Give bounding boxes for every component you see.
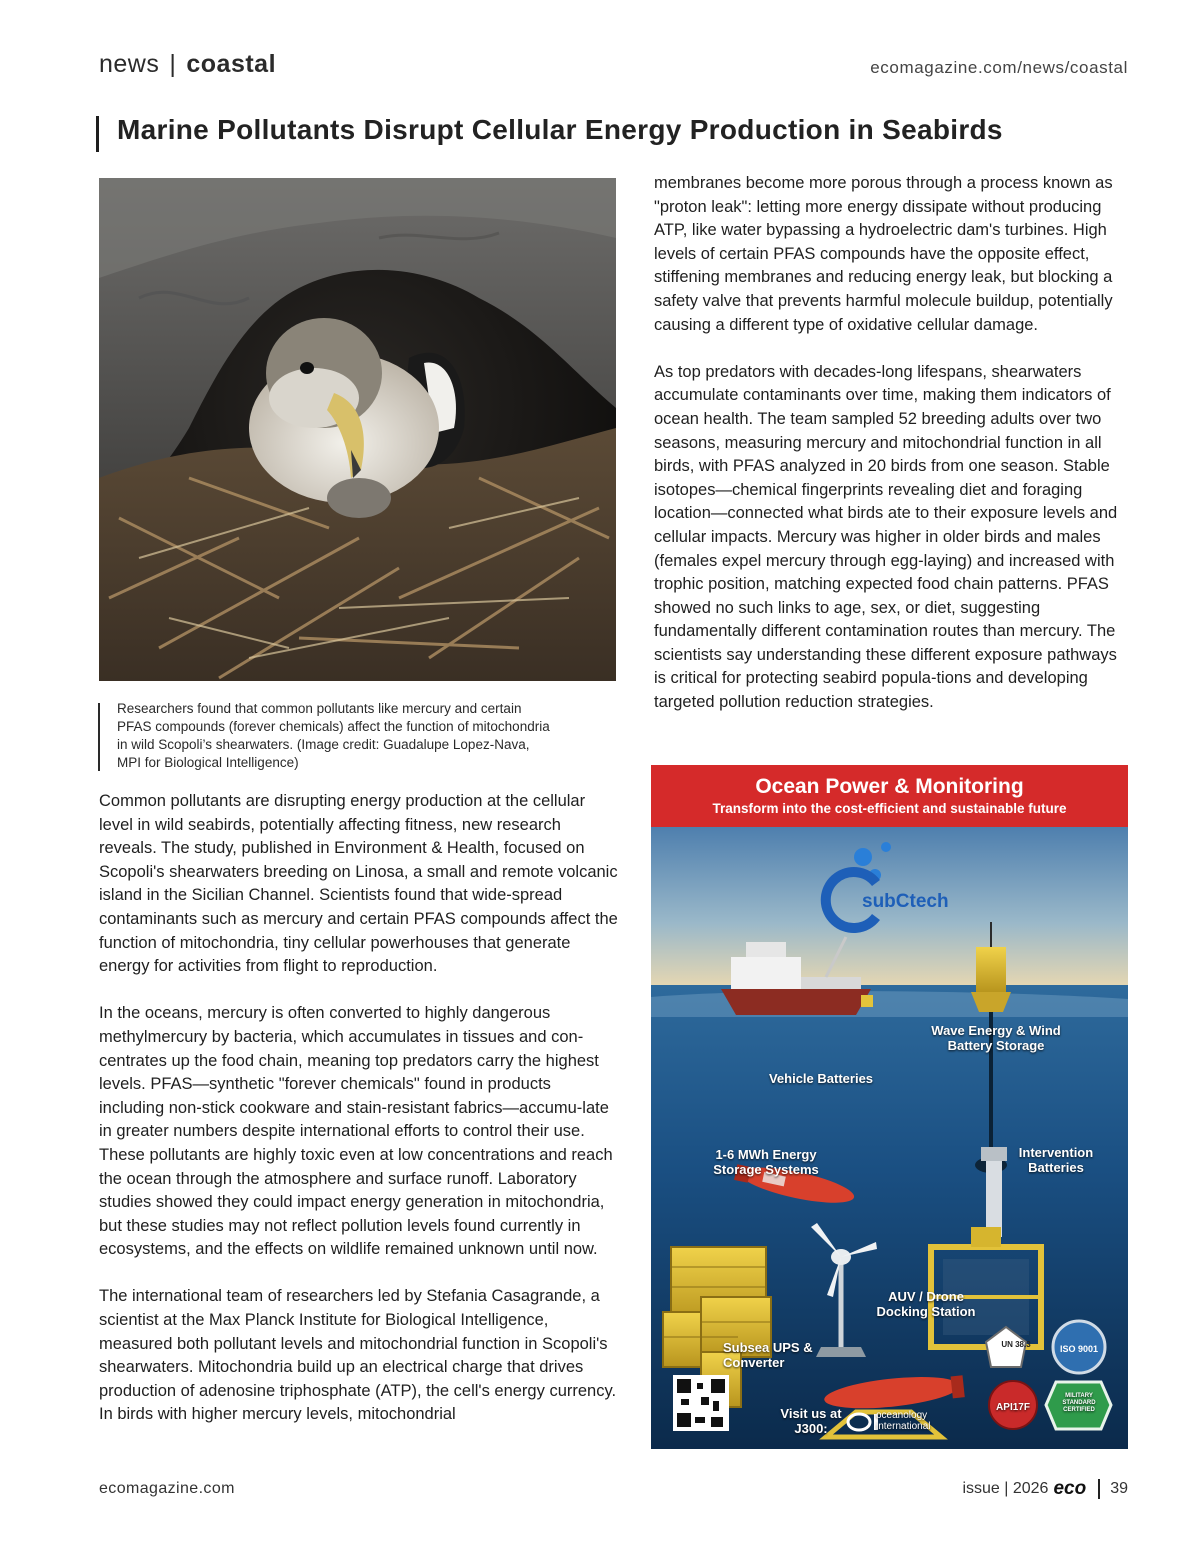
page-number: 39	[1110, 1480, 1128, 1497]
section-header	[99, 50, 276, 79]
ad-label-ups: Subsea UPS & Converter	[723, 1340, 813, 1370]
shearwater-photo	[99, 178, 616, 681]
title-accent-bar	[96, 116, 99, 152]
svg-text:subCtech: subCtech	[862, 891, 949, 912]
photo-caption: Researchers found that common pollutants like mercury and certain PFAS compounds (forever chemicals) affect the function of mitochondria in wild Scopoli’s shearwaters. (Image credit: Guadalupe Lopez-Nava, MPI for Biological Intelligence)	[117, 701, 550, 770]
ad-label-vehicle: Vehicle Batteries	[768, 1071, 874, 1086]
article-column-left	[99, 790, 619, 1451]
header-url[interactable]: ecomagazine.com/news/coastal	[870, 58, 1128, 77]
paragraph: Common pollutants are disrupting energy production at the cellular level in wild seabirds, potentially affecting fitness, new research reveals. The study, published in Environment & Health, focused on Scopoli's shearwaters breeding on Linosa, a small and remote volcanic island in the Sicilian Channel. Scientists found that wide-spread contaminants such as mercury and certain PFAS compounds affect the function of mitochondria, tiny cellular powerhouses that generate energy for activities from flight to reproduction.	[99, 792, 618, 976]
footer-issue-text: issue | 2026	[962, 1480, 1049, 1497]
paragraph: membranes become more porous through a process known as "proton leak": letting more energy dissipate without producing ATP, like water bypassing a hydroelectric dam's turbines. High levels of certain PFAS compounds have the opposite effect, stiffening membranes and reducing energy leak, but blocking a safety valve that prevents harmful molecule buildup, potentially causing a different type of oxidative cellular damage.	[654, 174, 1113, 334]
ad-label-intervention: Intervention Batteries	[1018, 1145, 1094, 1175]
ad-label-visit: Visit us at J300:	[780, 1406, 842, 1436]
article-column-right	[654, 172, 1130, 738]
caption-accent-bar	[98, 703, 100, 771]
ad-header	[651, 765, 1128, 827]
paragraph: The international team of researchers led by Stefania Casagrande, a scientist at the Max Planck Institute for Biological Intelligence, measured both pollutant levels and mitochondrial function in Scopoli's shearwaters. Mitochondria build up an electrical charge that drives production of adenosine triphosphate (ATP), the cell's energy currency. In birds with higher mercury levels, mitochondrial	[99, 1287, 617, 1424]
ad-label-oi: oceanology international	[876, 1410, 931, 1432]
badge-api: API17F	[996, 1402, 1030, 1413]
header-separator: |	[169, 50, 177, 78]
badge-iso: ISO 9001	[1059, 1344, 1099, 1354]
badge-un: UN 38.3	[1001, 1340, 1031, 1349]
paragraph: In the oceans, mercury is often converted to highly dangerous methylmercury by bacteria, which accumulates in tissues and con-centrates up the food chain, meaning top predators carry the highest levels. PFAS—synthetic "forever chemicals" found in products including non-stick cookware and stain-resistant fabrics—accumu-late in greater numbers despite international efforts to control their use. These pollutants are highly toxic even at low concentrations and reach the ocean through the atmosphere and surface runoff. Laboratory studies showed they could impact energy generation in mitochondria, but these studies may not reflect pollution levels found currently in ecosystems, and the effects on wildlife remained unknown until now.	[99, 1004, 613, 1259]
header-section: coastal	[186, 50, 277, 78]
paragraph: As top predators with decades-long lifespans, shearwaters accumulate contaminants over time, making them indicators of ocean health. The team sampled 52 breeding adults over two seasons, measuring mercury and mitochondrial function in all birds, with PFAS analyzed in 20 birds from one season. Stable isotopes—chemical fingerprints revealing diet and foraging location—connected what birds ate to their exposure levels and cellular impacts. Mercury was higher in older birds and males (females expel mercury through egg-laying) and increased with trophic position, matching expected food chain patterns. PFAS showed no such links to age, sex, or diet, suggesting fundamentally different contamination routes than mercury. The scientists say understanding these different exposure pathways is critical for protecting seabird popula-tions and developing targeted pollution reduction strategies.	[654, 362, 1118, 712]
header-category: news	[99, 50, 160, 78]
footer-brand-logo: eco	[1053, 1478, 1087, 1499]
footer-separator	[1098, 1479, 1100, 1499]
footer-site[interactable]: ecomagazine.com	[99, 1480, 235, 1497]
ad-label-docking: AUV / Drone Docking Station	[876, 1289, 976, 1319]
badge-military: MILITARY STANDARD CERTIFIED	[1062, 1393, 1096, 1413]
ad-label-storage: 1-6 MWh Energy Storage Systems	[713, 1147, 819, 1177]
ad-label-wave: Wave Energy & Wind Battery Storage	[931, 1023, 1061, 1053]
ad-title: Ocean Power & Monitoring	[755, 775, 1024, 798]
footer-issue	[962, 1478, 1128, 1500]
subctech-advertisement[interactable]	[651, 765, 1128, 1449]
ad-subtitle: Transform into the cost-efficient and sustainable future	[712, 801, 1067, 816]
article-title: Marine Pollutants Disrupt Cellular Energy Production in Seabirds	[117, 114, 1003, 145]
